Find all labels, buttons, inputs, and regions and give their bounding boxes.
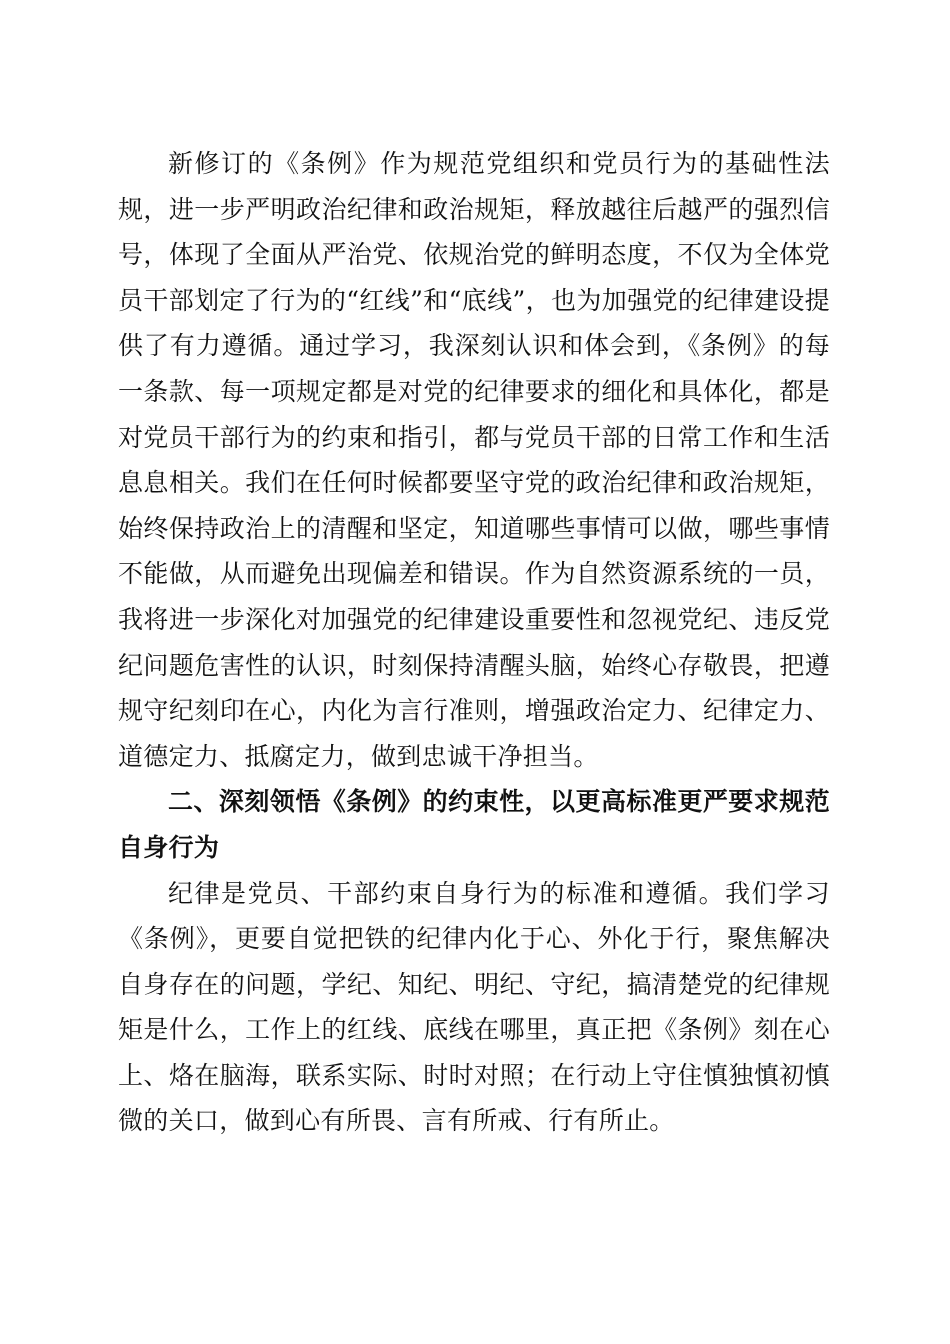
body-paragraph-2: 纪律是党员、干部约束自身行为的标准和遵循。我们学习《条例》，更要自觉把铁的纪律内化于心、外化于行，聚焦解决自身存在的问题，学纪、知纪、明纪、守纪，搞清楚党的纪律规矩是什么，工作上的红线、底线在哪里，真正把《条例》刻在心上、烙在脑海，联系实际、时时对照；在行动上守住慎独慎初慎微的关口，做到心有所畏、言有所戒、行有所止。 (118, 878, 830, 1136)
section-heading-2: 二、深刻领悟《条例》的约束性，以更高标准更严要求规范自身行为 (118, 787, 830, 862)
body-paragraph-1: 新修订的《条例》作为规范党组织和党员行为的基础性法规，进一步严明政治纪律和政治规矩，释放越往后越严的强烈信号，体现了全面从严治党、依规治党的鲜明态度，不仅为全体党员干部划定了行为的“红线”和“底线”，也为加强党的纪律建设提供了有力遵循。通过学习，我深刻认识和体会到，《条例》的每一条款、每一项规定都是对党的纪律要求的细化和具体化，都是对党员干部行为的约束和指引，都与党员干部的日常工作和生活息息相关。我们在任何时候都要坚守党的政治纪律和政治规矩，始终保持政治上的清醒和坚定，知道哪些事情可以做，哪些事情不能做，从而避免出现偏差和错误。作为自然资源系统的一员，我将进一步深化对加强党的纪律建设重要性和忽视党纪、违反党纪问题危害性的认识，时刻保持清醒头脑，始终心存敬畏，把遵规守纪刻印在心，内化为言行准则，增强政治定力、纪律定力、道德定力、抵腐定力，做到忠诚干净担当。 (118, 149, 830, 771)
document-body (118, 141, 830, 1144)
